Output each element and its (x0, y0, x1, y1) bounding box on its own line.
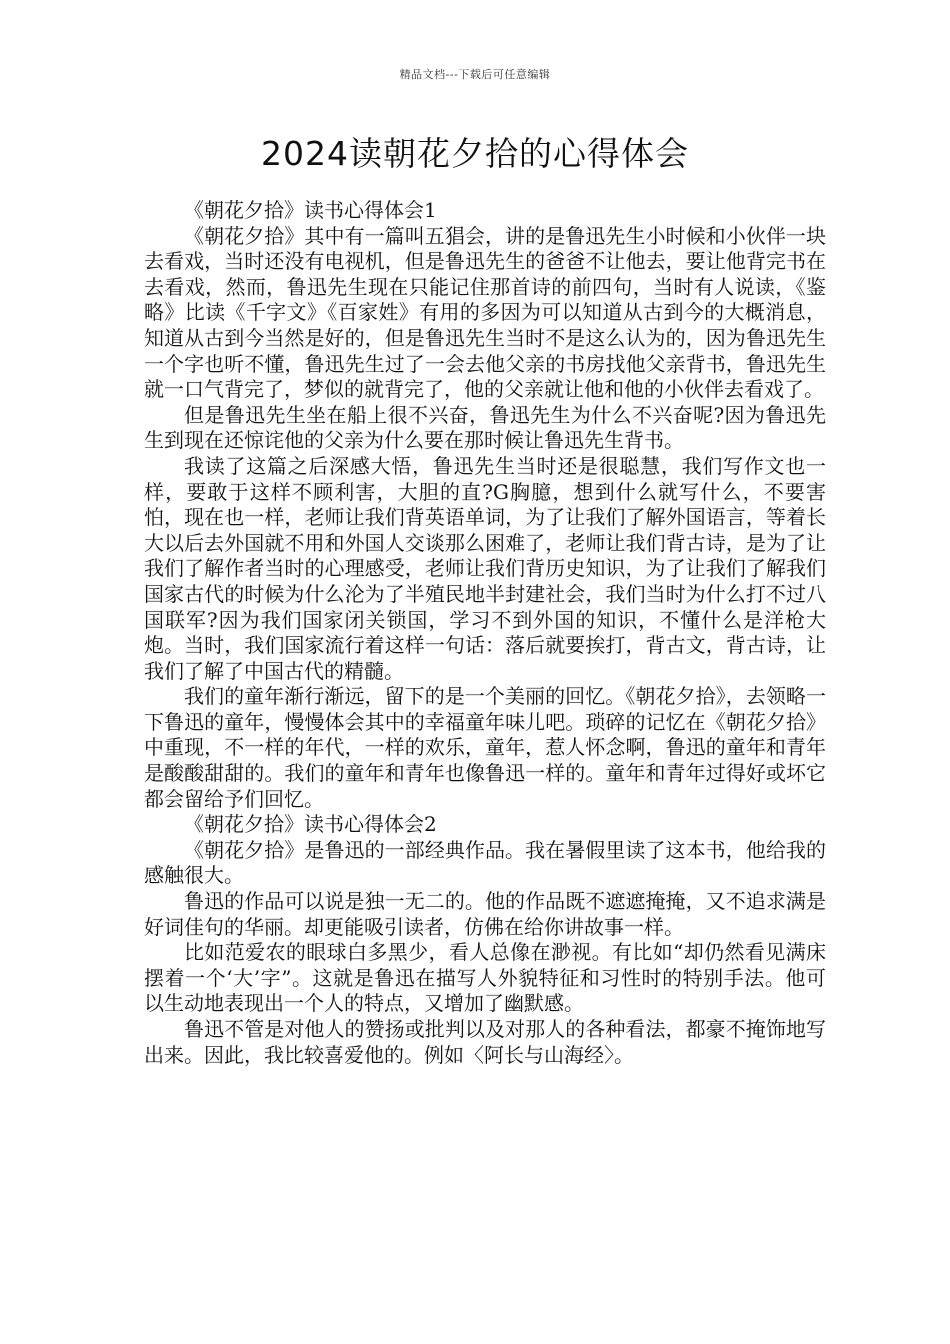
section-heading-1: 《朝花夕拾》读书心得体会1 (184, 198, 437, 222)
section-heading-2: 《朝花夕拾》读书心得体会2 (184, 812, 437, 837)
document-title: 2024读朝花夕拾的心得体会 (261, 134, 689, 173)
body-paragraph: 鲁迅不管是对他人的赞扬或批判以及对那人的各种看法，都豪不掩饰地写出来。因此，我比较喜爱他的。例如〈阿长与山海经〉。 (144, 1017, 826, 1067)
body-paragraph: 我读了这篇之后深感大悟，鲁迅先生当时还是很聪慧，我们写作文也一样，要敢于这样不顾利害，大胆的直?G胸臆，想到什么就写什么，不要害怕，现在也一样，老师让我们背英语单词，为了让我们了解外国语言，等着长大以后去外国就不用和外国人交谈那么困难了，老师让我们背古诗，是为了让我们了解作者当时的心理感受，老师让我们背历史知识，为了让我们了解我们国家古代的时候为什么沦为了半殖民地半封建社会，我们当时为什么打不过八国联军?因为我们国家闭关锁国，学习不到外国的知识，不懂什么是洋枪大炮。当时，我们国家流行着这样一句话：落后就要挨打，背古文，背古诗，让我们了解了中国古代的精髓。 (144, 453, 826, 683)
body-paragraph: 鲁迅的作品可以说是独一无二的。他的作品既不遮遮掩掩，又不追求满是好词佳句的华丽。却更能吸引读者，仿佛在给你讲故事一样。 (144, 889, 826, 939)
body-paragraph: 《朝花夕拾》是鲁迅的一部经典作品。我在暑假里读了这本书，他给我的感触很大。 (144, 837, 826, 888)
body-paragraph: 比如范爱农的眼球白多黑少，看人总像在渺视。有比如“却仍然看见满床摆着一个‘大’字”。这就是鲁迅在描写人外貌特征和习性时的特别手法。他可以生动地表现出一个人的特点，又增加了幽默感。 (144, 940, 826, 1016)
body-paragraph: 《朝花夕拾》其中有一篇叫五猖会，讲的是鲁迅先生小时候和小伙伴一块去看戏，当时还没有电视机，但是鲁迅先生的爸爸不让他去，要让他背完书在去看戏，然而，鲁迅先生现在只能记住那首诗的前四句，当时有人说读，《鉴略》比读《千字文》《百家姓》有用的多因为可以知道从古到今的大概消息，知道从古到今当然是好的，但是鲁迅先生当时不是这么认为的，因为鲁迅先生一个字也听不懂，鲁迅先生过了一会去他父亲的书房找他父亲背书，鲁迅先生就一口气背完了，梦似的就背完了，他的父亲就让他和他的小伙伴去看戏了。 (144, 223, 826, 402)
document-body (144, 198, 826, 1068)
body-paragraph: 我们的童年渐行渐远，留下的是一个美丽的回忆。《朝花夕拾》，去领略一下鲁迅的童年，慢慢体会其中的幸福童年味儿吧。琐碎的记忆在《朝花夕拾》中重现，不一样的年代，一样的欢乐，童年，惹人怀念啊，鲁迅的童年和青年是酸酸甜甜的。我们的童年和青年也像鲁迅一样的。童年和青年过得好或坏它都会留给予们回忆。 (144, 684, 826, 811)
page-header-note: 精品文档---下载后可任意编辑 (399, 68, 551, 81)
body-paragraph: 但是鲁迅先生坐在船上很不兴奋，鲁迅先生为什么不兴奋呢?因为鲁迅先生到现在还惊诧他的父亲为什么要在那时候让鲁迅先生背书。 (144, 402, 826, 453)
